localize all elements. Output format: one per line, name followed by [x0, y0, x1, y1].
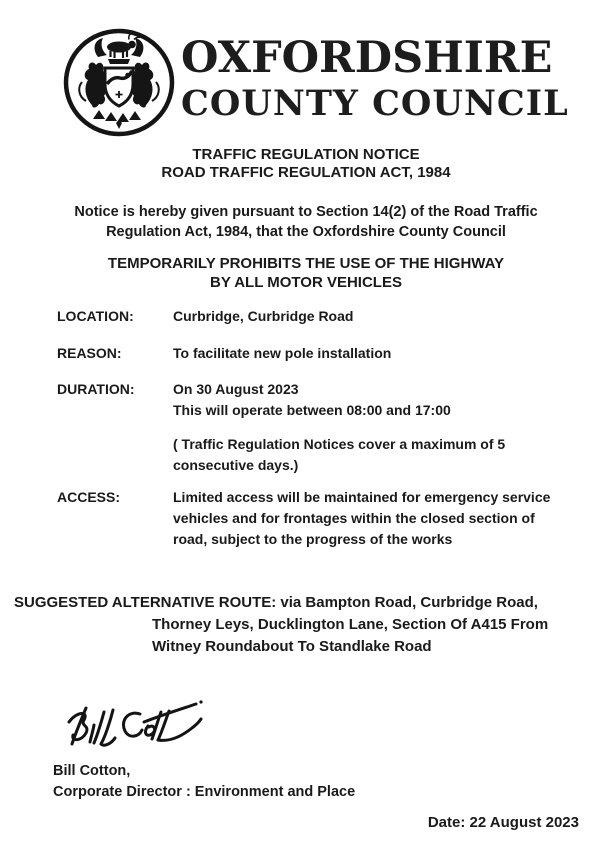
- notice-date: Date: 22 August 2023: [427, 814, 579, 831]
- left-supporter-beast: [79, 62, 107, 107]
- org-name: [181, 33, 569, 124]
- duration-note: [57, 434, 592, 476]
- prohibition-line2: BY ALL MOTOR VEHICLES: [210, 274, 402, 291]
- access-value-line1: Limited access will be maintained for emergency service: [173, 489, 551, 505]
- signatory-name: Bill Cotton,: [53, 763, 131, 779]
- reason-value: To facilitate new pole installation: [173, 345, 392, 361]
- duration-note-line2: consecutive days.): [173, 457, 299, 473]
- duration-label: DURATION:: [57, 381, 135, 397]
- duration-note-line1: ( Traffic Regulation Notices cover a maximum of 5: [173, 436, 506, 452]
- location-row: [57, 306, 592, 327]
- duration-value-line1: On 30 August 2023: [173, 381, 299, 397]
- prohibition-line1: TEMPORARILY PROHIBITS THE USE OF THE HIGHWAY: [107, 255, 505, 272]
- notice-title: [0, 146, 612, 182]
- intro-line2: Regulation Act, 1984, that the Oxfordshire County Council: [106, 224, 506, 240]
- intro-line1: Notice is hereby given pursuant to Section 14(2) of the Road Traffic: [74, 204, 538, 220]
- oxfordshire-crest-icon: [62, 27, 176, 138]
- org-name-line2: COUNTY COUNCIL: [181, 83, 569, 124]
- location-value: Curbridge, Curbridge Road: [173, 308, 354, 324]
- alternative-route-line1: SUGGESTED ALTERNATIVE ROUTE: via Bampton Road, Curbridge Road,: [14, 594, 538, 611]
- org-name-line1: OXFORDSHIRE: [181, 33, 553, 83]
- location-label: LOCATION:: [57, 308, 134, 324]
- signatory-role: Corporate Director : Environment and Place: [53, 784, 356, 800]
- signature-image: [60, 692, 206, 754]
- duration-row: [57, 379, 592, 421]
- intro-paragraph: [0, 202, 612, 242]
- notice-title-line2: ROAD TRAFFIC REGULATION ACT, 1984: [161, 164, 451, 181]
- alternative-route-line3: Witney Roundabout To Standlake Road: [152, 638, 432, 655]
- alternative-route-line2: Thorney Leys, Ducklington Lane, Section Of A415 From: [152, 616, 549, 633]
- access-value-line3: road, subject to the progress of the works: [173, 531, 453, 547]
- notice-title-line1: TRAFFIC REGULATION NOTICE: [192, 146, 420, 163]
- prohibition-statement: [0, 254, 612, 292]
- right-supporter-beast: [130, 62, 158, 107]
- access-row: [57, 487, 592, 550]
- reason-label: REASON:: [57, 345, 122, 361]
- signatory-block: [53, 761, 355, 803]
- duration-value-line2: This will operate between 08:00 and 17:00: [173, 402, 451, 418]
- access-value-line2: vehicles and for frontages within the closed section of: [173, 510, 535, 526]
- access-label: ACCESS:: [57, 489, 121, 505]
- reason-row: [57, 343, 592, 364]
